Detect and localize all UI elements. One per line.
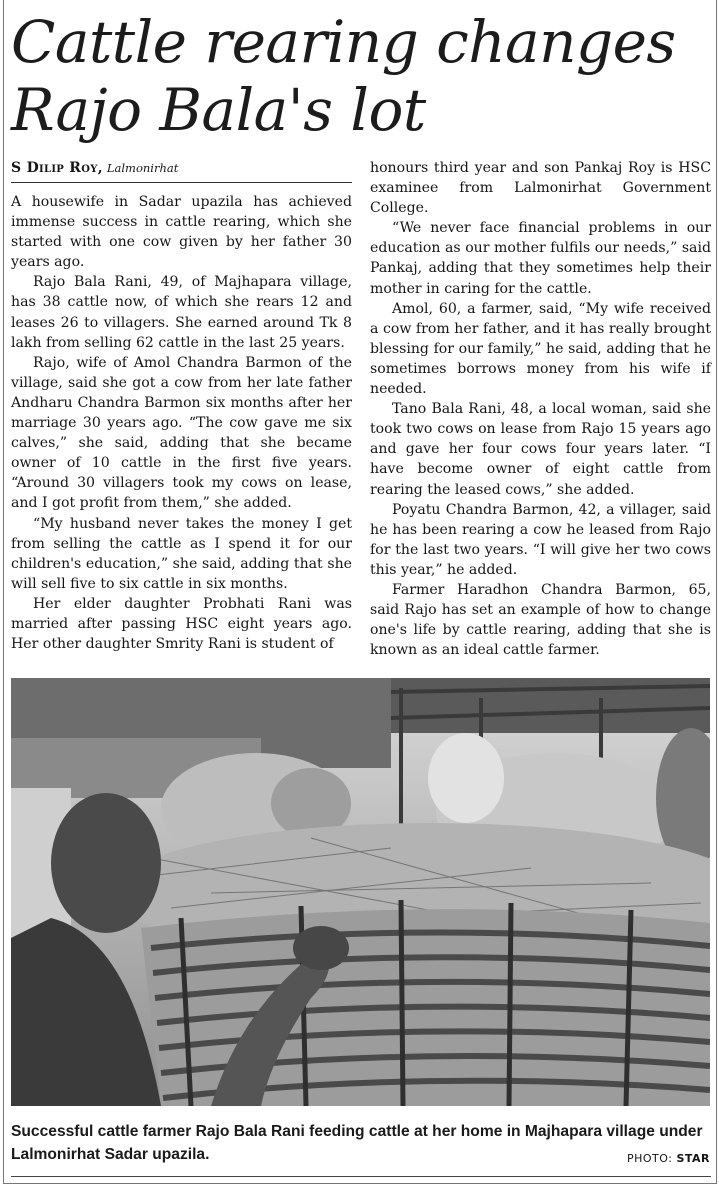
- photo-credit: [627, 1152, 710, 1165]
- paragraph: “We never face financial problems in our education as our mother fulfils our needs,” said Pankaj, adding that they sometimes help their mother in caring for the cattle.: [370, 220, 711, 297]
- paragraph: A housewife in Sadar upazila has achieved immense success in cattle rearing, which she started with one cow given by her father 30 years ago.: [11, 194, 352, 271]
- paragraph: Rajo, wife of Amol Chandra Barmon of the village, said she got a cow from her late father Andharu Chandra Barmon six months after her marriage 30 years ago. “The cow gave me six calves,” she said, adding that she became owner of 10 cattle in the first five years. “Around 30 villagers took my cows on lease, and I got profit from them,” she added.: [11, 354, 352, 512]
- paragraph: Tano Bala Rani, 48, a local woman, said she took two cows on lease from Rajo 15 years ago and gave her four cows four years later. “I have become owner of eight cattle from rearing the leased cows,” she added.: [370, 401, 711, 498]
- paragraph: Rajo Bala Rani, 49, of Majhapara village, has 38 cattle now, of which she rears 12 and leases 26 to villagers. She earned around Tk 8 lakh from selling 62 cattle in the last 25 years.: [11, 274, 352, 351]
- photo-credit-label: PHOTO:: [626, 1152, 673, 1165]
- bottom-rule: [11, 1176, 711, 1177]
- paragraph: “My husband never takes the money I get from selling the cattle as I spend it for our children's education,” she said, adding that she will sell five to six cattle in six months.: [11, 515, 352, 592]
- byline-author: S Dilip Roy,: [11, 160, 103, 176]
- photo-credit-source: STAR: [676, 1152, 710, 1165]
- headline: Cattle rearing changes Rajo Bala's lot: [11, 8, 676, 144]
- paragraph: Farmer Haradhon Chandra Barmon, 65, said Rajo has set an example of how to change one's life by cattle rearing, adding that she is known as an ideal cattle farmer.: [370, 581, 711, 659]
- article-column-2: [370, 158, 711, 660]
- paragraph: Her elder daughter Probhati Rani was married after passing HSC eight years ago. Her other daughter Smrity Rani is student of: [11, 595, 352, 653]
- paragraph: Poyatu Chandra Barmon, 42, a villager, said he has been rearing a cow he leased from Rajo for the last two years. “I will give her two cows this year,” he added.: [370, 501, 711, 578]
- paragraph: honours third year and son Pankaj Roy is HSC examinee from Lalmonirhat Government College.: [370, 160, 711, 217]
- byline-location: Lalmonirhat: [106, 161, 179, 175]
- article-column-1: [11, 192, 352, 654]
- news-photo: [11, 678, 710, 1106]
- paragraph: Amol, 60, a farmer, said, “My wife received a cow from her father, and it has really brought blessing for our family,” he said, adding that he sometimes borrows money from his wife if needed.: [370, 300, 711, 398]
- photo-caption: Successful cattle farmer Rajo Bala Rani feeding cattle at her home in Majhapara village under Lalmonirhat Sadar upazila.: [11, 1123, 703, 1163]
- byline: [11, 158, 352, 183]
